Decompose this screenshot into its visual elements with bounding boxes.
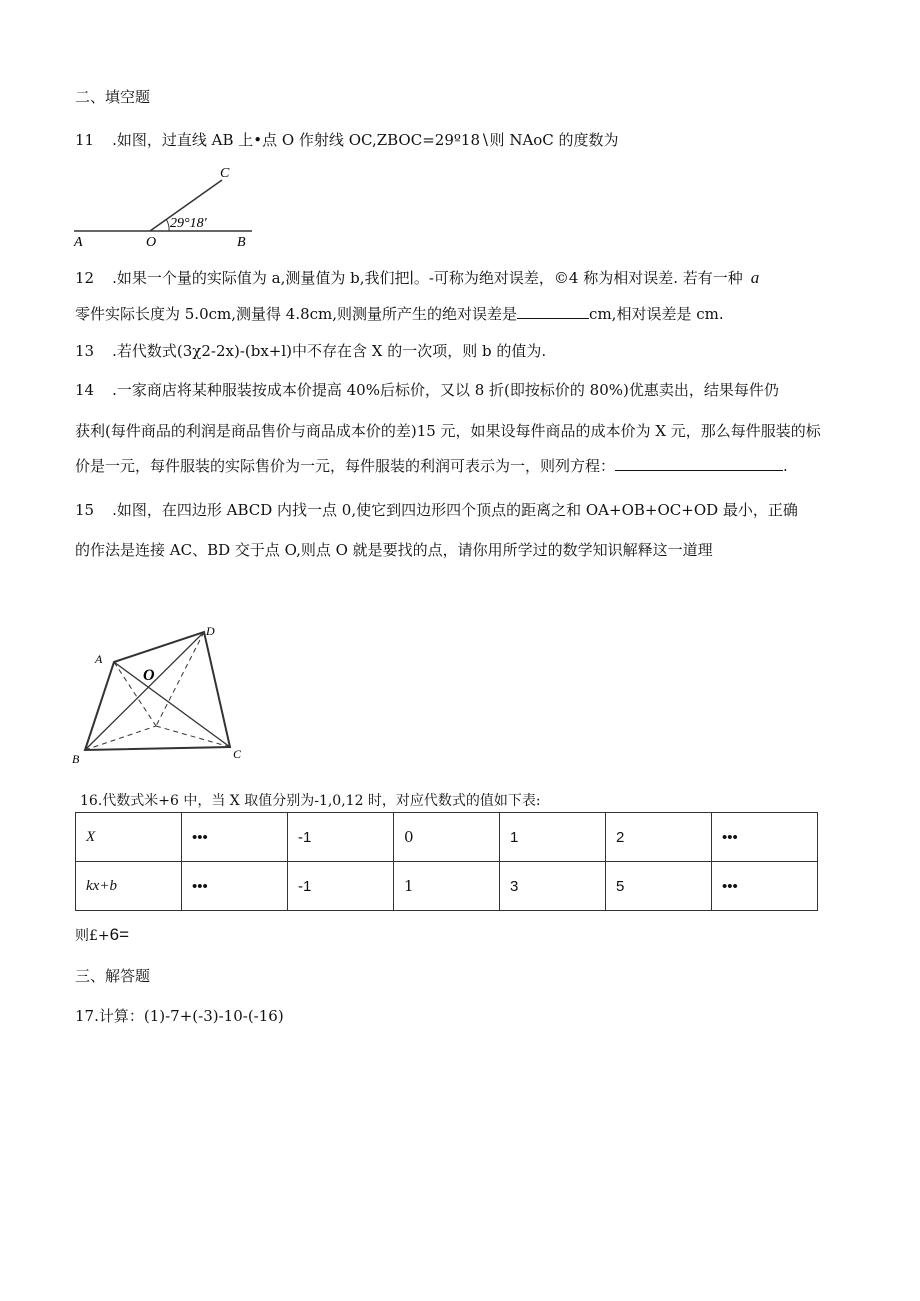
- label-d: D: [206, 624, 215, 638]
- question-14-line2: 获利(每件商品的利润是商品售价与商品成本价的差)15 元，如果设每件商品的成本价为 X 元，那么每件服装的标: [75, 422, 821, 440]
- table-cell: 5: [606, 862, 712, 911]
- label-b: B: [72, 752, 80, 766]
- answer-suffix: 6=: [109, 925, 130, 944]
- label-c: C: [220, 166, 230, 181]
- dashed-bp: [85, 726, 156, 750]
- question-text-line3-end: .: [783, 457, 788, 475]
- diagonal-bd: [85, 632, 204, 750]
- table-cell: 0: [394, 813, 500, 862]
- question-15-line2: 的作法是连接 AC、BD 交于点 O,则点 O 就是要找的点，请你用所学过的数学知识解释这一道理: [75, 541, 713, 559]
- table-row: [76, 862, 818, 911]
- question-12-line2: [75, 303, 724, 324]
- question-16-answer: [75, 925, 129, 945]
- answer-prefix: 则£+: [75, 928, 110, 944]
- values-table: [75, 812, 818, 911]
- question-number: 15: [75, 501, 95, 519]
- question-text-line1: .一家商店将某种服装按成本价提高 40%后标价，又以 8 折(即按标价的 80%)优惠卖出，结果每件仍: [112, 381, 779, 399]
- table-cell: -1: [288, 862, 394, 911]
- dashed-cp: [156, 726, 230, 747]
- question-14: [75, 379, 779, 400]
- question-13: [75, 340, 546, 361]
- table-cell: 2: [606, 813, 712, 862]
- question-text: .若代数式(3χ2-2x)-(bx+l)中不存在含 X 的一次项，则 b 的值为.: [112, 342, 547, 360]
- answer-blank[interactable]: [517, 318, 589, 319]
- label-b: B: [237, 235, 246, 250]
- question-text-line2: 零件实际长度为 5.0cm,测量得 4.8cm,则测量所产生的绝对误差是: [75, 305, 518, 323]
- question-15: [75, 499, 798, 520]
- quadrilateral-abcd: [85, 632, 230, 750]
- table-cell: •••: [712, 862, 818, 911]
- angle-label: 29°18′: [170, 216, 207, 231]
- quadrilateral-figure: [70, 620, 260, 770]
- variable-a: a: [750, 268, 760, 287]
- table-cell: •••: [182, 813, 288, 862]
- question-text-line1: .如果一个量的实际值为 a,测量值为 b,我们把∣。-可称为绝对误差，©4 称为相对误差. 若有一种: [112, 269, 743, 287]
- label-o: O: [143, 667, 155, 684]
- question-17: 17.计算：(1)-7+(-3)-10-(-16): [75, 1007, 284, 1025]
- table-cell: •••: [712, 813, 818, 862]
- question-number: 13: [75, 342, 95, 360]
- table-cell: 1: [394, 862, 500, 911]
- table-cell: 1: [500, 813, 606, 862]
- question-text: .如图，过直线 AB 上•点 O 作射线 OC,ZBOC=29º18∖则 NAoC 的度数为: [112, 131, 619, 149]
- question-text-line3: 价是一元，每件服装的实际售价为一元，每件服装的利润可表示为一，则列方程：: [75, 457, 616, 475]
- question-number: 14: [75, 381, 95, 399]
- question-number: 12: [75, 269, 95, 287]
- table-cell: X: [76, 813, 182, 862]
- table-cell: 3: [500, 862, 606, 911]
- table-cell: -1: [288, 813, 394, 862]
- question-14-line3: [75, 455, 788, 476]
- table-cell: kx+b: [76, 862, 182, 911]
- question-number: 11: [75, 131, 95, 149]
- question-11: [75, 129, 619, 150]
- angle-figure: [72, 160, 257, 250]
- label-o: O: [146, 235, 157, 250]
- section-title-solve: 三、解答题: [75, 967, 151, 985]
- label-a: A: [95, 652, 103, 666]
- question-text-line2-end: cm,相对误差是 cm.: [589, 305, 724, 323]
- table-row: [76, 813, 818, 862]
- table-cell: •••: [182, 862, 288, 911]
- section-title-fill-in: 二、填空题: [75, 88, 151, 106]
- question-text-line1: .如图，在四边形 ABCD 内找一点 0,使它到四边形四个顶点的距离之和 OA+OB+OC+OD 最小，正确: [112, 501, 798, 519]
- angle-arc: [166, 219, 169, 231]
- question-16: 16.代数式米+6 中，当 X 取值分别为-1,0,12 时，对应代数式的值如下表:: [80, 793, 541, 809]
- equation-blank[interactable]: [615, 470, 783, 471]
- question-12: [75, 267, 759, 288]
- label-c: C: [233, 747, 242, 761]
- label-a: A: [74, 235, 83, 250]
